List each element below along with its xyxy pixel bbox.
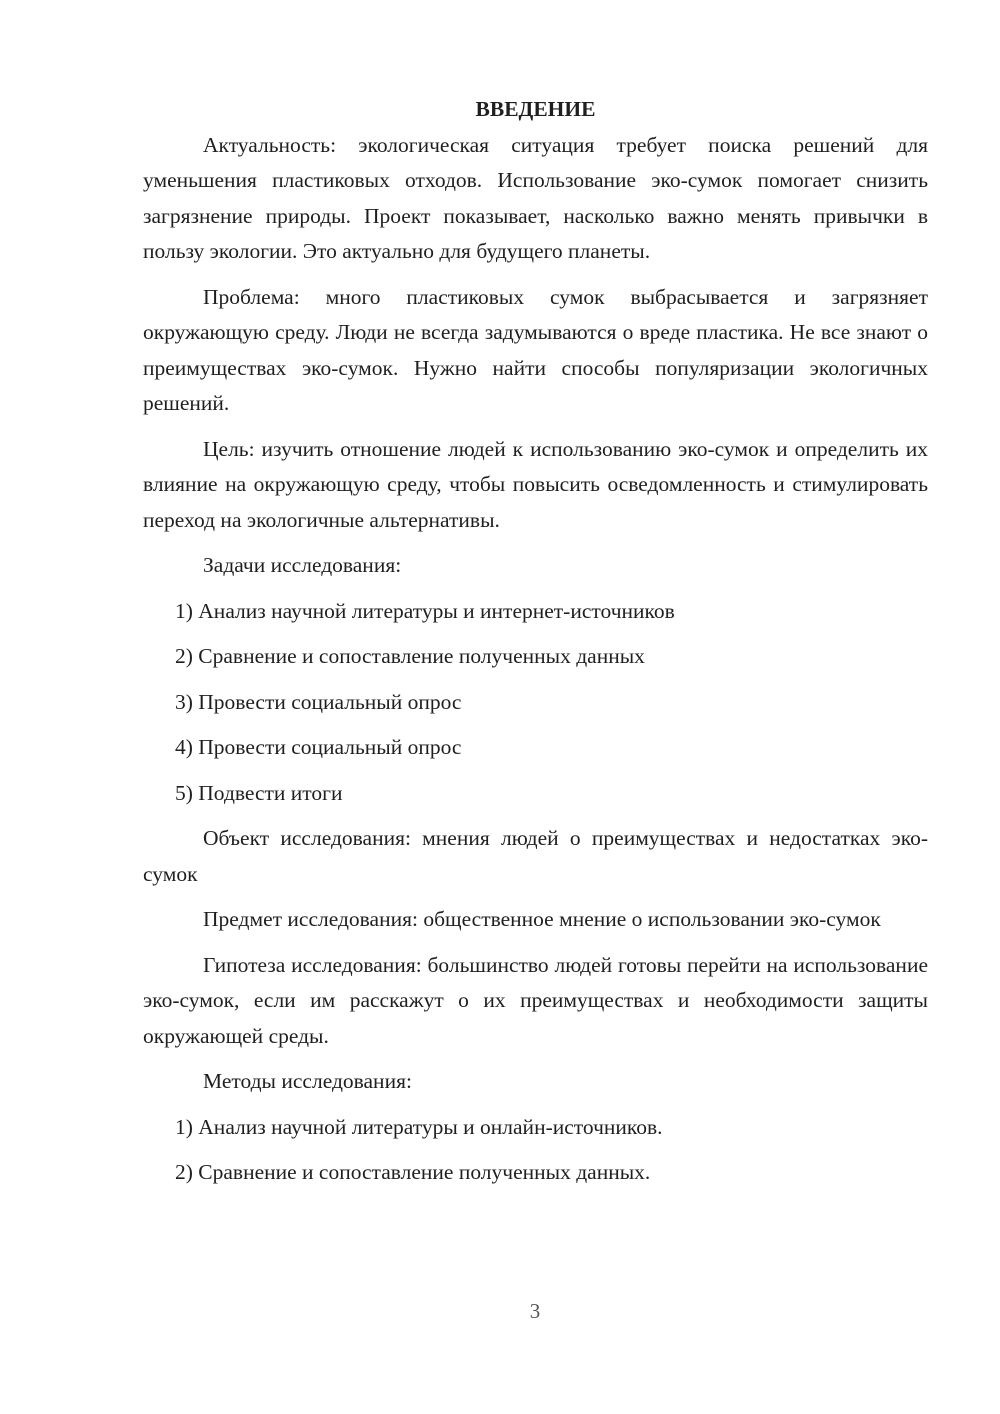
hypothesis-paragraph: Гипотеза исследования: большинство людей готовы перейти на использование эко-сумок, если им расскажут о их преимуществах и необходимости защиты окружающей среды.	[143, 952, 928, 1048]
subject-paragraph: Предмет исследования: общественное мнение о использовании эко-сумок	[203, 907, 881, 931]
list-item: 2) Сравнение и сопоставление полученных данных.	[175, 1160, 651, 1184]
list-item: 2) Сравнение и сопоставление полученных данных	[175, 644, 645, 668]
relevance-paragraph: Актуальность: экологическая ситуация требует поиска решений для уменьшения пластиковых отходов. Использование эко-сумок помогает снизить загрязнение природы. Проект показывает, насколько важно менять привычки в пользу экологии. Это актуально для будущего планеты.	[143, 132, 928, 263]
tasks-list	[143, 594, 928, 812]
list-item: 1) Анализ научной литературы и интернет-источников	[175, 598, 675, 623]
goal-paragraph: Цель: изучить отношение людей к использованию эко-сумок и определить их влияние на окружающую среду, чтобы повысить осведомленность и стимулировать переход на экологичные альтернативы.	[143, 436, 928, 532]
list-item: 1) Анализ научной литературы и онлайн-источников.	[175, 1114, 663, 1139]
list-item: 3) Провести социальный опрос	[175, 689, 462, 714]
page-title: ВВЕДЕНИЕ	[475, 97, 596, 121]
object-paragraph: Объект исследования: мнения людей о преимуществах и недостатках эко-сумок	[143, 826, 928, 886]
list-item: 4) Провести социальный опрос	[175, 735, 462, 759]
list-item: 5) Подвести итоги	[175, 780, 343, 805]
page-number: 3	[529, 1299, 541, 1323]
tasks-label: Задачи исследования:	[203, 553, 402, 577]
problem-paragraph: Проблема: много пластиковых сумок выбрасывается и загрязняет окружающую среду. Люди не всегда задумываются о вреде пластика. Не все знают о преимуществах эко-сумок. Нужно найти способы популяризации экологичных решений.	[143, 284, 928, 415]
document-page	[143, 92, 928, 1201]
methods-list	[143, 1110, 928, 1191]
methods-label: Методы исследования:	[203, 1069, 412, 1093]
